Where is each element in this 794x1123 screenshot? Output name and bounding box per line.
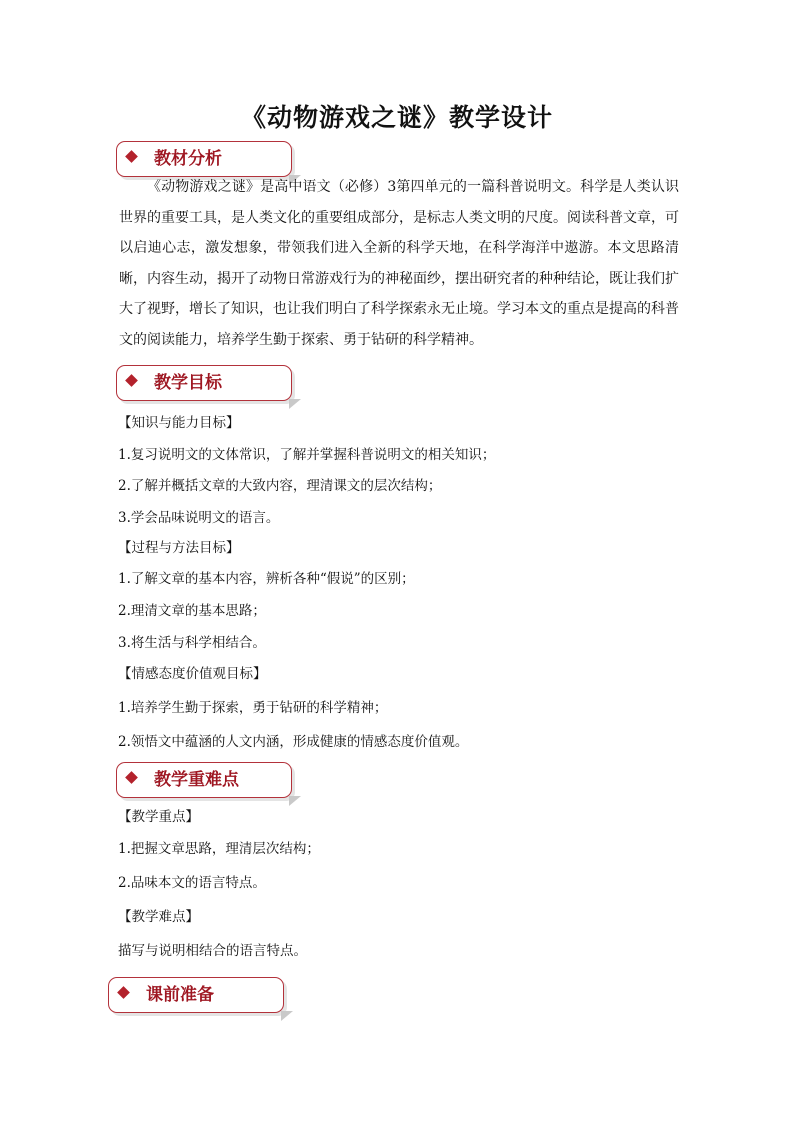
section-heading-objectives — [116, 365, 292, 401]
list-item: 2.品味本文的语言特点。 — [118, 875, 266, 891]
list-item: 3.学会品味说明文的语言。 — [118, 510, 280, 526]
section-heading-label: 教材分析 — [154, 149, 222, 169]
list-item: 2.领悟文中蕴涵的人文内涵，形成健康的情感态度价值观。 — [118, 734, 469, 750]
list-item: 2.了解并概括文章的大致内容，理清课文的层次结构； — [118, 478, 442, 494]
diamond-icon — [125, 150, 138, 163]
list-item: 3.将生活与科学相结合。 — [118, 635, 266, 651]
list-item: 1.复习说明文的文体常识，了解并掌握科普说明文的相关知识； — [118, 447, 496, 463]
document-title: 《动物游戏之谜》教学设计 — [240, 103, 553, 132]
tab-fold-decoration — [289, 796, 301, 806]
subheading-knowledge: 【知识与能力目标】 — [118, 415, 240, 431]
section-heading-label: 课前准备 — [146, 985, 214, 1005]
tab-fold-decoration — [281, 1011, 293, 1021]
difficult-text: 描写与说明相结合的语言特点。 — [118, 943, 307, 959]
list-item: 1.培养学生勤于探索，勇于钻研的科学精神； — [118, 700, 388, 716]
section-heading-label: 教学重难点 — [154, 770, 239, 790]
list-item: 1.把握文章思路，理清层次结构； — [118, 841, 320, 857]
diamond-icon — [125, 771, 138, 784]
subheading-process: 【过程与方法目标】 — [118, 540, 240, 556]
section-heading-preparation — [108, 977, 284, 1013]
diamond-icon — [125, 374, 138, 387]
subheading-key: 【教学重点】 — [118, 809, 199, 825]
list-item: 1.了解文章的基本内容，辨析各种“假说”的区别； — [118, 571, 415, 587]
diamond-icon — [117, 986, 130, 999]
subheading-difficult: 【教学难点】 — [118, 909, 199, 925]
section-heading-label: 教学目标 — [154, 373, 222, 393]
subheading-emotion: 【情感态度价值观目标】 — [118, 666, 267, 682]
section-heading-keypoints — [116, 762, 292, 798]
analysis-paragraph: 《动物游戏之谜》是高中语文（必修）3第四单元的一篇科普说明文。科学是人类认识世界的重要工具，是人类文化的重要组成部分，是标志人类文明的尺度。阅读科普文章，可以启迪心志，激发想象，带领我们进入全新的科学天地，在科学海洋中遨游。本文思路清晰，内容生动，揭开了动物日常游戏行为的神秘面纱，摆出研究者的种种结论，既让我们扩大了视野，增长了知识，也让我们明白了科学探索永无止境。学习本文的重点是提高的科普文的阅读能力，培养学生勤于探索、勇于钻研的科学精神。 — [119, 179, 679, 348]
tab-fold-decoration — [289, 399, 301, 409]
list-item: 2.理清文章的基本思路； — [118, 603, 266, 619]
